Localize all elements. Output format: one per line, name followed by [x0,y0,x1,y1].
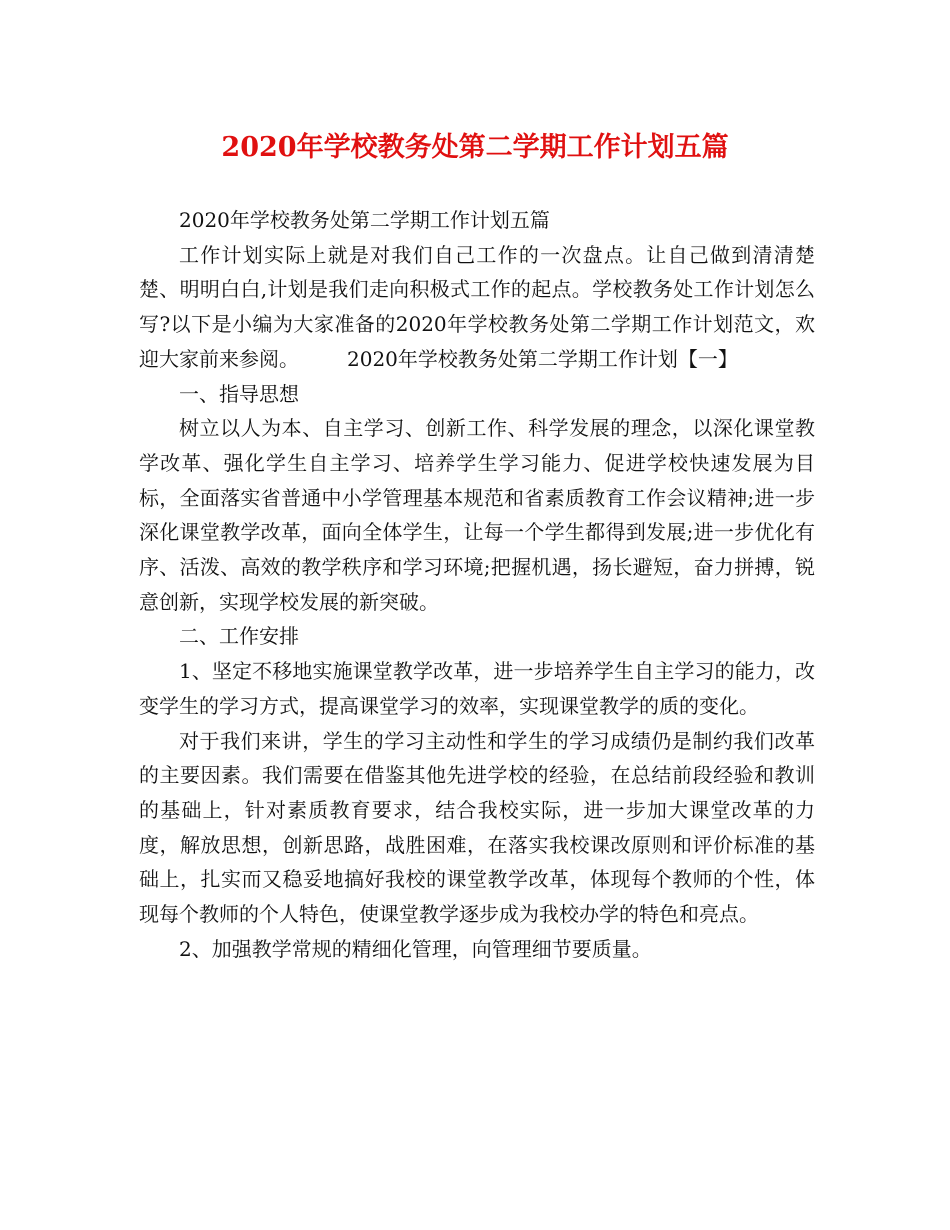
plan-one-heading: 2020年学校教务处第二学期工作计划【一】 [347,346,738,371]
document-title: 2020年学校教务处第二学期工作计划五篇 [221,132,729,163]
intro-paragraph [139,238,815,377]
item-1-paragraph: 1、坚定不移地实施课堂教学改革，进一步培养学生自主学习的能力，改变学生的学习方式，提高课堂学习的效率，实现课堂教学的质的变化。 [139,659,815,718]
document-body [139,203,815,966]
item-2-paragraph: 2、加强教学常规的精细化管理，向管理细节要质量。 [179,936,652,961]
section-heading-guiding-ideology: 一、指导思想 [179,381,299,406]
section-heading-work-arrangement: 二、工作安排 [179,624,299,649]
reform-paragraph: 对于我们来讲，学生的学习主动性和学生的学习成绩仍是制约我们改革的主要因素。我们需要在借鉴其他先进学校的经验，在总结前段经验和教训的基础上，针对素质教育要求，结合我校实际，进一步加大课堂改革的力度，解放思想，创新思路，战胜困难，在落实我校课改原则和评价标准的基础上，扎实而又稳妥地搞好我校的课堂教学改革，体现每个教师的个性，体现每个教师的个人特色，使课堂教学逐步成为我校办学的特色和亮点。 [139,728,815,927]
guiding-ideology-paragraph: 树立以人为本、自主学习、创新工作、科学发展的理念，以深化课堂教学改革、强化学生自主学习、培养学生学习能力、促进学校快速发展为目标，全面落实省普通中小学管理基本规范和省素质教育工作会议精神;进一步深化课堂教学改革，面向全体学生，让每一个学生都得到发展;进一步优化有序、活泼、高效的教学秩序和学习环境;把握机遇，扬长避短，奋力拼搏，锐意创新，实现学校发展的新突破。 [139,416,815,614]
subtitle-paragraph: 2020年学校教务处第二学期工作计划五篇 [179,208,550,232]
intro-text: 工作计划实际上就是对我们自己工作的一次盘点。让自己做到清清楚楚、明明白白,计划是我们走向积极式工作的起点。学校教务处工作计划怎么写?以下是小编为大家准备的2020年学校教务处第二学期工作计划范文，欢迎大家前来参阅。 [139,242,815,371]
